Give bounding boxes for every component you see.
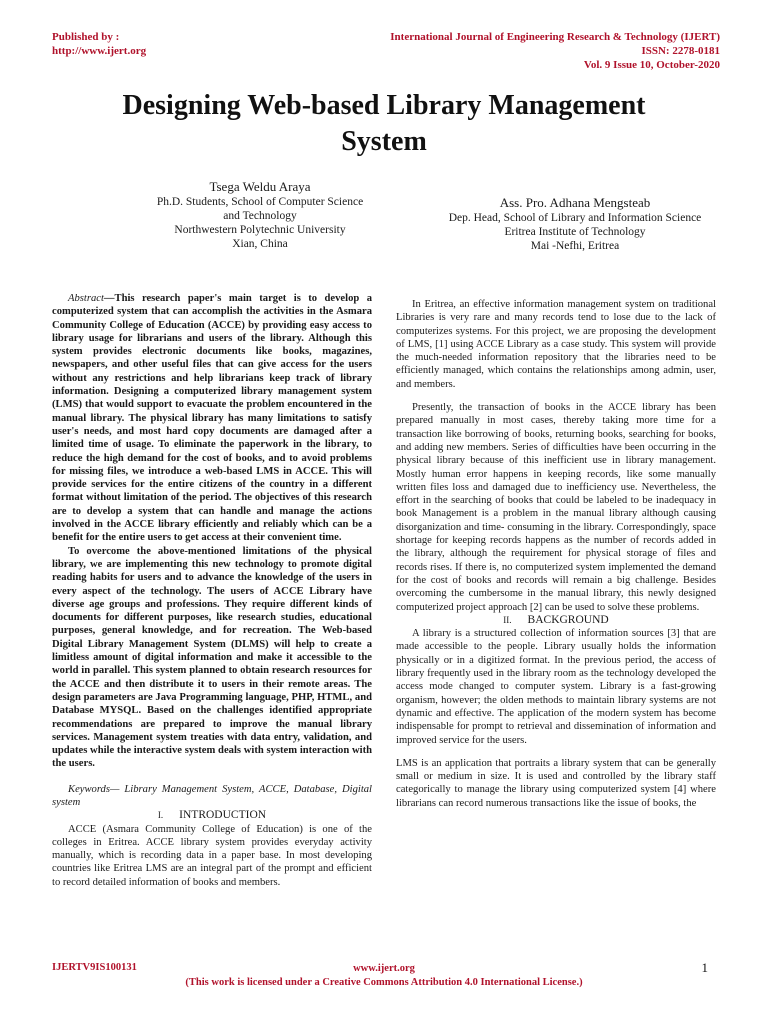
section-2-title: BACKGROUND xyxy=(527,613,609,626)
section-2-heading xyxy=(396,614,716,627)
footer-license: (This work is licensed under a Creative Commons Attribution 4.0 International License.) xyxy=(185,977,583,988)
keywords: Keywords— Library Management System, ACCE, Database, Digital system xyxy=(52,783,372,808)
right-paragraph-1: In Eritrea, an effective information management system on traditional Libraries is very rare and many records tend to lose due to the lack of computerizes systems. For this project, we are proposing the development of LMS, [1] using ACCE Library as a case study. This system will provide the much-needed information repository that the libraries need to be efficiently managed, which contains the relationships among admin, user, and members. xyxy=(396,299,716,390)
background-paragraph-2: LMS is an application that portraits a library system that can be generally small or medium in size. It is used and controlled by the library staff categorically to manage the library using computerized system [4] where librarians can record numerous transactions like the issue of books, the xyxy=(396,757,716,809)
right-paragraph-2: Presently, the transaction of books in the ACCE library has been prepared manually in most cases, thereby taking more time for a transaction like borrowing of books, returning books, searching for books, and adding new members. Series of difficulties have been occurring in the physical library because of this inefficient use in library management. Mostly human error happens in keeping records, like some manually written files loss and damaged due to inefficiency use. Nevertheless, the effort in the searching of books that could be labeled to be inadequacy in book Management is a problem in the manual library although causing disorganization and time- consuming in the library. Correspondingly, space shortage for keeping records happens as the number of records added in the library, although the requirement for physical storage of files and records rises. If there is, no computerized system implemented the demand for the cost of books and records will remain a big challenge. Besides overcoming the cumbersome in the manual library, this newly designed computerized project approach [2] can be used to solve these problems. xyxy=(396,402,716,613)
header-left xyxy=(52,30,146,58)
author-2-line-2: Eritrea Institute of Technology xyxy=(504,226,646,238)
header-right xyxy=(390,30,720,72)
abstract xyxy=(52,292,372,771)
title-line-1: Designing Web-based Library Management xyxy=(122,90,646,121)
author-2-line-3: Mai -Nefhi, Eritrea xyxy=(530,240,620,252)
left-column xyxy=(52,292,372,889)
author-1 xyxy=(110,178,410,251)
author-2-name: Ass. Pro. Adhana Mengsteab xyxy=(499,195,651,210)
header-url[interactable]: http://www.ijert.org xyxy=(52,45,147,57)
paper-title xyxy=(40,88,728,160)
author-2 xyxy=(400,194,750,253)
abstract-label: Abstract xyxy=(68,293,104,304)
author-2-line-1: Dep. Head, School of Library and Information Science xyxy=(448,212,702,224)
volume: Vol. 9 Issue 10, October-2020 xyxy=(583,59,720,71)
footer-center xyxy=(0,962,768,990)
intro-paragraph-1: ACCE (Asmara Community College of Education) is one of the colleges in Eritrea. ACCE library system provides everyday activity manually, which is recording data in a paper base. In most developing countries like Eritrea LMS are an integral part of the prompt and efficient to record detailed information of books and members. xyxy=(52,823,372,888)
issn: ISSN: 2278-0181 xyxy=(641,45,720,57)
footer-paper-id: IJERTV9IS100131 xyxy=(52,962,137,973)
author-1-line-2: and Technology xyxy=(223,210,297,222)
footer-url[interactable]: www.ijert.org xyxy=(353,963,415,974)
author-1-line-1: Ph.D. Students, School of Computer Science xyxy=(156,196,364,208)
author-1-name: Tsega Weldu Araya xyxy=(209,179,311,194)
author-1-line-4: Xian, China xyxy=(232,238,288,250)
title-line-2: System xyxy=(341,126,427,157)
author-1-line-3: Northwestern Polytechnic University xyxy=(174,224,346,236)
background-paragraph-1: A library is a structured collection of information sources [3] that are made accessible to the people. Library usually holds the information physically or in a digitized format. In the previous period, the access of library frequently used in the library room as the technology developed the access mode changed to computer system. Library is a fast-growing organism, however; the olden methods to maintain library systems are not dynamic and effective. The application of the modern system has become indispensable for prompt to retrieval and dissemination of information and improved service for the users. xyxy=(396,628,716,746)
page-number: 1 xyxy=(701,960,708,975)
abstract-paragraph-1 xyxy=(52,292,372,545)
section-1-title: INTRODUCTION xyxy=(179,809,267,822)
section-1-heading xyxy=(52,809,372,822)
abstract-paragraph-2: To overcome the above-mentioned limitations of the physical library, we are implementing this new technology to promote digital reading habits for users and to advance the knowledge of the users in every aspect of the technology. The users of ACCE Library have diverse age groups and professions. They require different kinds of documents for different purposes, like research studies, educational purposes, general knowledge, and for recreation. The Web-based Digital Library Management System (DLMS) will help to create a limitless amount of digital information and make it accessible to the world in parallel. This system planned to obtain research resources for the ACCE and then distribute it to users in their remote areas. The design parameters are Java Programming language, PHP, HTML, and Database MYSQL. Based on the challenges identified appropriate recommendations are prepared to improve the manual library services. Management system treaties with data entry, validation, and updates while the interactive system deals with system interaction with the users. xyxy=(52,545,372,770)
journal-name: International Journal of Engineering Research & Technology (IJERT) xyxy=(390,31,720,43)
section-2-number: II. xyxy=(503,614,512,625)
section-1-number: I. xyxy=(157,810,164,821)
published-by: Published by : xyxy=(52,31,120,43)
abstract-text-1: —This research paper's main target is to develop a computerized system that can accomplish the activities in the Asmara Community College of Education (ACCE) by providing easy access to library usage for librarians and users of the library. Although this system provides electronic documents like books, magazines, newspapers, and other useful files that can give access for the users without any restrictions and help librarians keep track of library information. Designing a computerized library management system (LMS) that would support to evacuate the problem encountered in the manual library. The physical library has many limitations to satisfy user's needs, and most hard copy documents are damaged after a limited time of usage. To eliminate the paperwork in the library, to reduce the high demand for the cost of books, and to avoid problems for missing files, we introduce a web-based LMS in ACCE. This will provide services for the entire citizens of the country in a different format without limitation of the period. The objectives of this research are to develop a system that can handle and manage the actions involved in the ACCE library efficiently and reliably which can be a benefit for the entire users to get access at their convenient time. xyxy=(52,293,372,544)
right-column xyxy=(396,298,716,810)
